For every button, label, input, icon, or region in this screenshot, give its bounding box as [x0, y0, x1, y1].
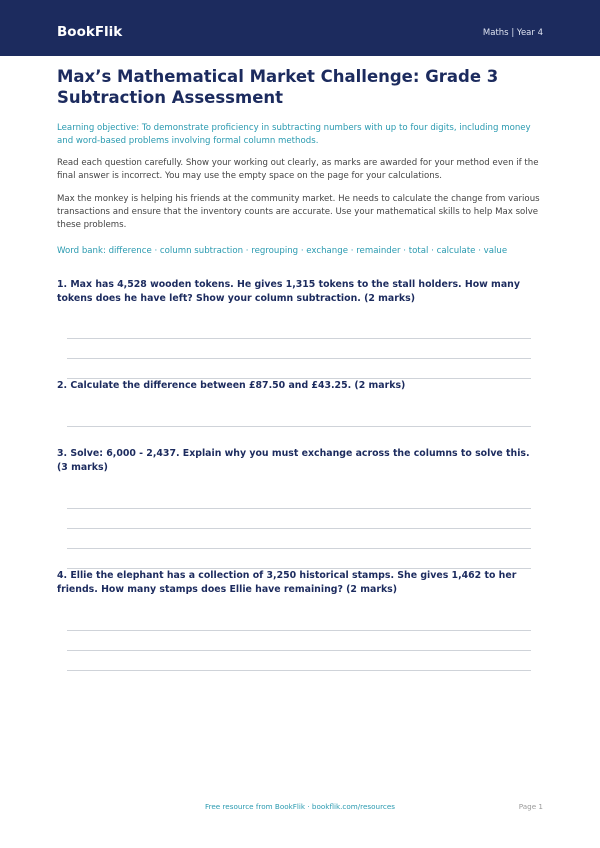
intro-paragraph: Max the monkey is helping his friends at the community market. He needs to calculate the change from various transactions and ensure that the inventory counts are accurate. Use your mathematical skills to help Max solve these problems. — [57, 194, 540, 230]
page-number: Page 1 — [518, 802, 543, 811]
question-1: 1. Max has 4,528 wooden tokens. He gives 1,315 tokens to the stall holders. How many tokens does he have left? Show your column subtraction. (2 marks) — [57, 279, 520, 304]
answer-line[interactable] — [67, 528, 531, 529]
answer-line[interactable] — [67, 548, 531, 549]
subject-year-label: Maths | Year 4 — [482, 28, 543, 38]
answer-line[interactable] — [67, 338, 531, 339]
answer-line[interactable] — [67, 670, 531, 671]
answer-line[interactable] — [67, 650, 531, 651]
page-title: Max’s Mathematical Market Challenge: Grade 3 Subtraction Assessment — [57, 67, 499, 107]
answer-line[interactable] — [67, 508, 531, 509]
question-4: 4. Ellie the elephant has a collection of 3,250 historical stamps. She gives 1,462 to her friends. How many stamps does Ellie have remaining? (2 marks) — [57, 570, 517, 595]
answer-line[interactable] — [67, 426, 531, 427]
header-bar — [0, 0, 600, 56]
instructions-paragraph: Read each question carefully. Show your working out clearly, as marks are awarded for your method even if the final answer is incorrect. You may use the empty space on the page for your calculations. — [57, 158, 539, 181]
word-bank: Word bank: difference · column subtraction · regrouping · exchange · remainder · total · calculate · value — [57, 246, 508, 256]
learning-objective: Learning objective: To demonstrate proficiency in subtracting numbers with up to four digits, including money and word-based problems involving formal column methods. — [57, 123, 531, 146]
brand-logo-text[interactable]: BookFlik — [57, 24, 123, 40]
answer-line[interactable] — [67, 630, 531, 631]
answer-line[interactable] — [67, 358, 531, 359]
question-3: 3. Solve: 6,000 - 2,437. Explain why you must exchange across the columns to solve this. (3 marks) — [57, 448, 530, 473]
footer-resource-link[interactable]: Free resource from BookFlik · bookflik.com/resources — [204, 802, 396, 811]
question-2: 2. Calculate the difference between £87.50 and £43.25. (2 marks) — [57, 380, 406, 391]
